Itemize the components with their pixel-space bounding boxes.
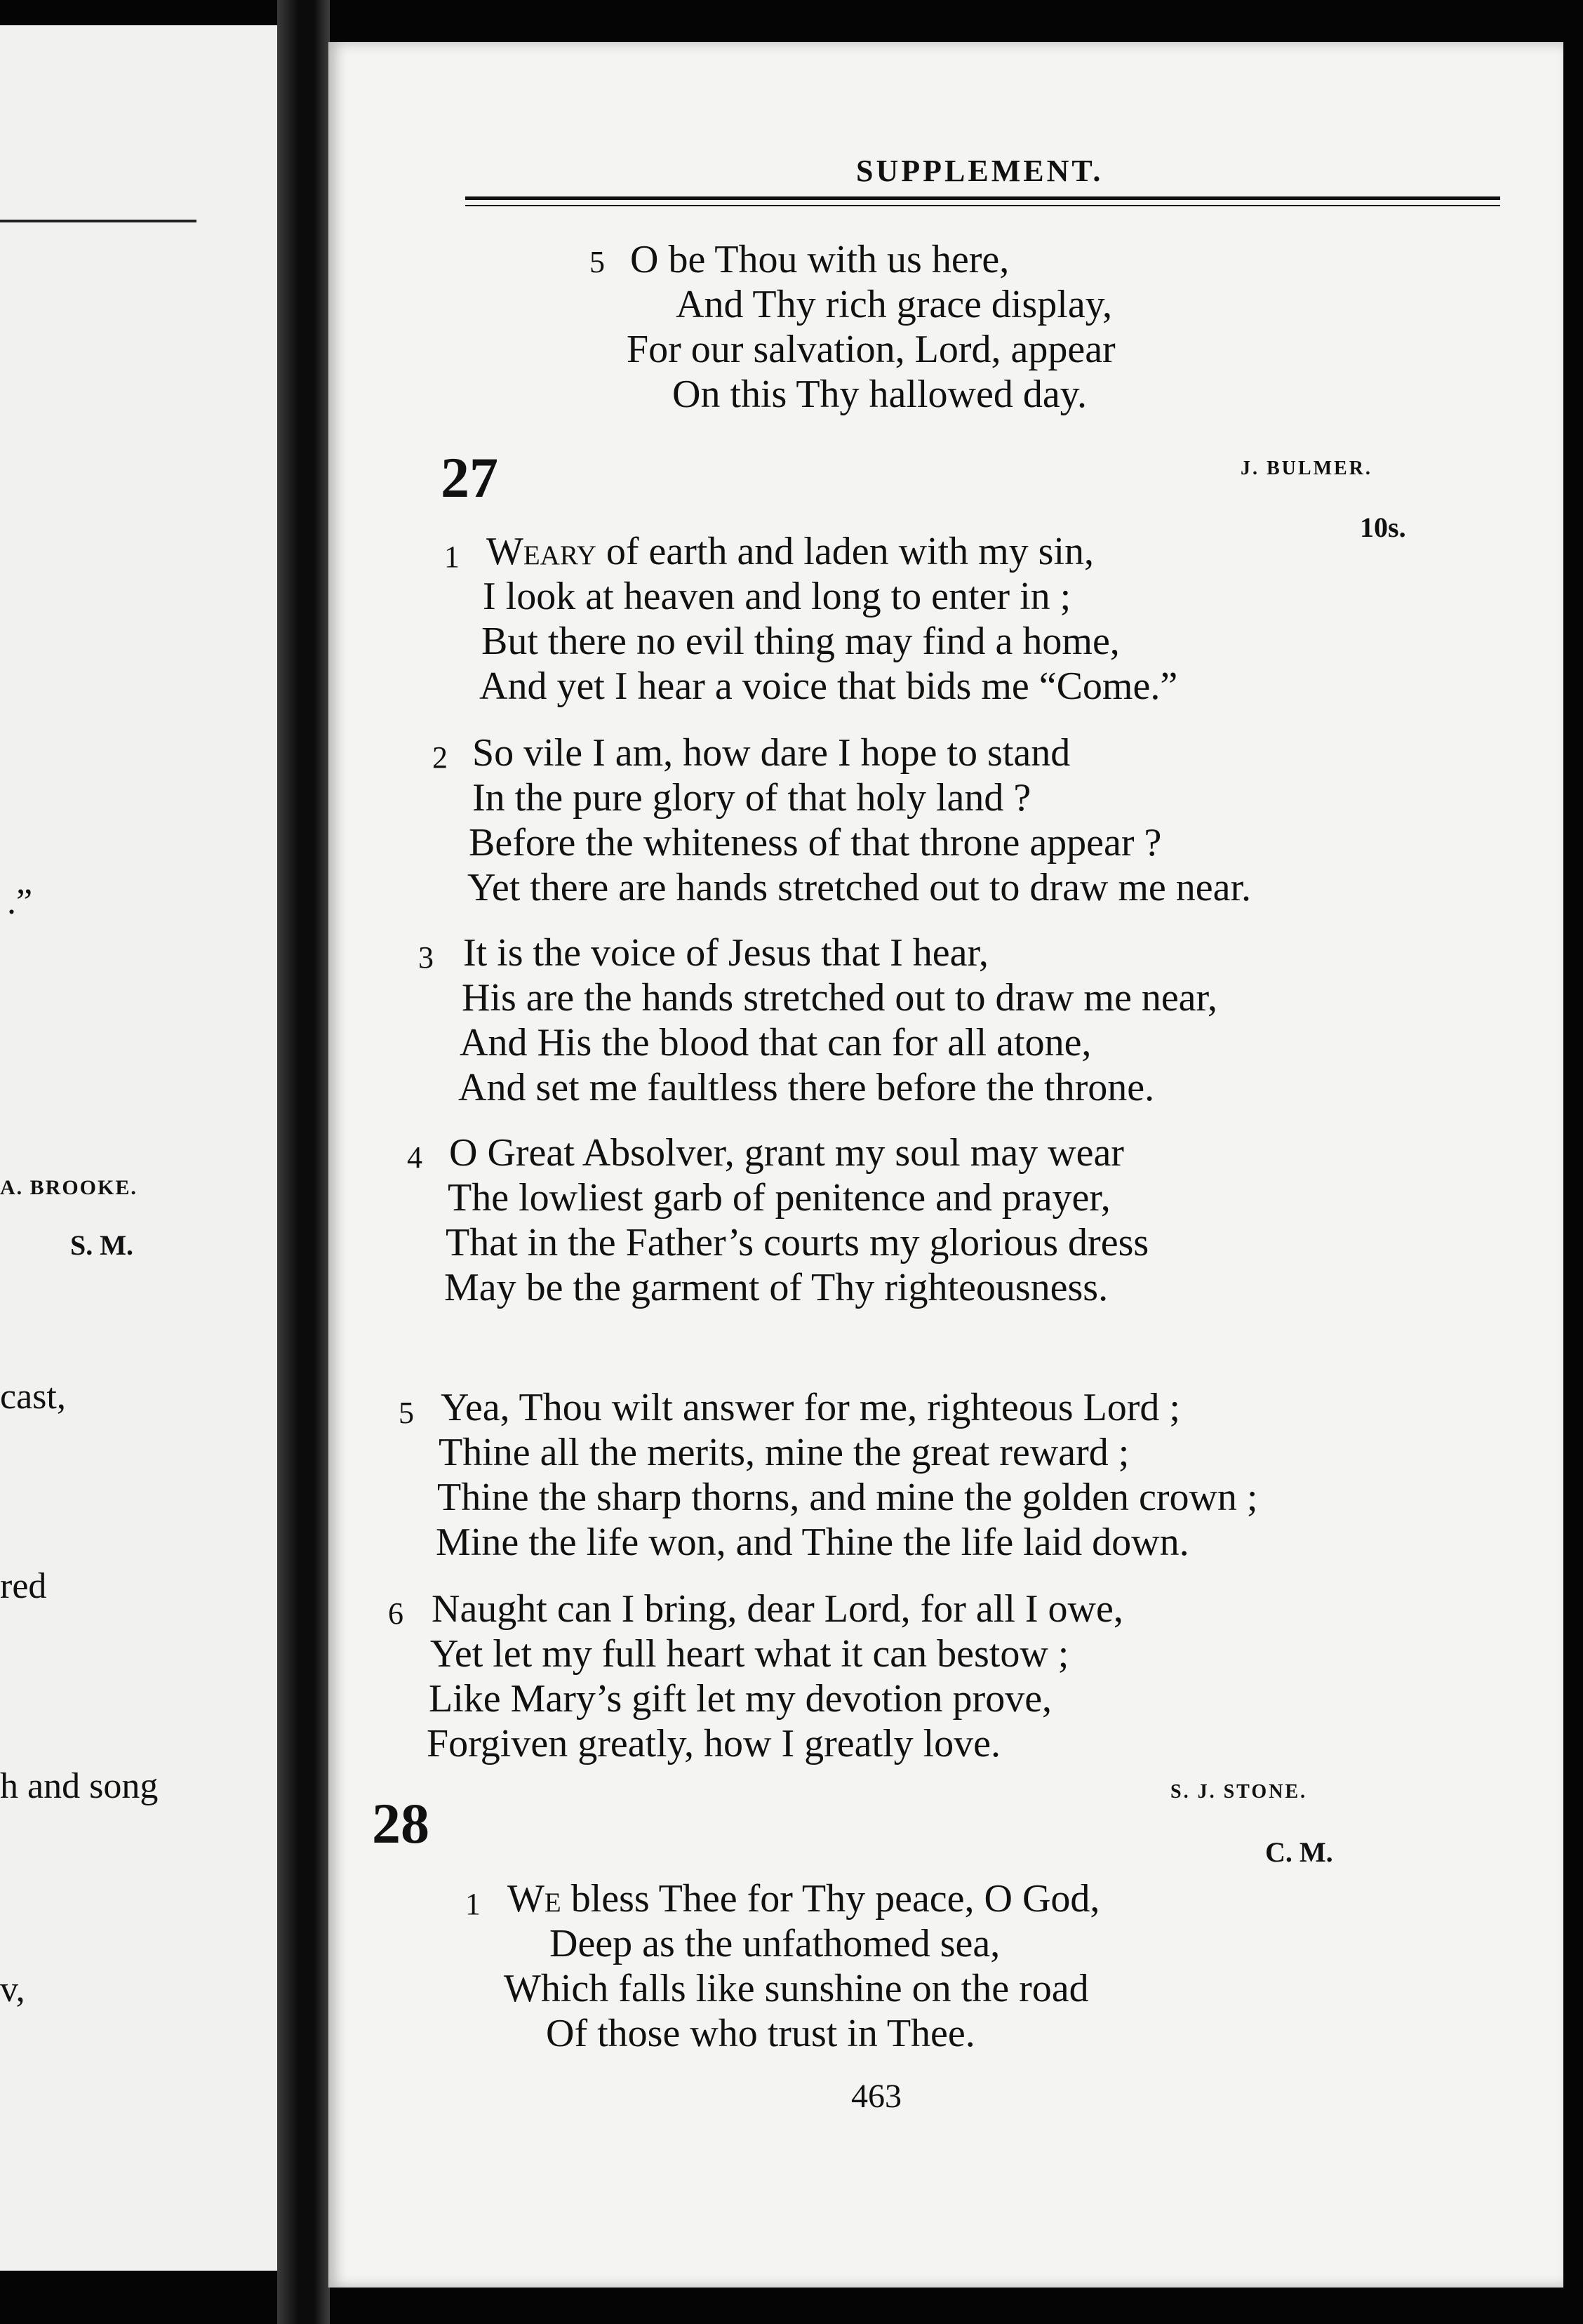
header-rule bbox=[465, 205, 1500, 206]
verse-line: Deep as the unfathomed sea, bbox=[549, 1922, 1001, 1965]
verse-number: 2 bbox=[432, 740, 448, 775]
verse-line: On this Thy hallowed day. bbox=[672, 373, 1088, 416]
verse-number: 5 bbox=[399, 1396, 414, 1430]
left-fragment-quote: .” bbox=[7, 882, 33, 922]
hymn-number: 28 bbox=[372, 1791, 429, 1855]
verse-line bbox=[486, 532, 1094, 571]
left-page-fragment bbox=[0, 25, 279, 2271]
left-page-rule bbox=[0, 220, 196, 222]
verse-number: 5 bbox=[589, 245, 605, 279]
left-fragment-meter: S. M. bbox=[70, 1229, 133, 1261]
page-number: 463 bbox=[851, 2078, 902, 2115]
verse-number: 6 bbox=[388, 1596, 403, 1631]
verse-line: Before the whiteness of that throne appear ? bbox=[469, 821, 1162, 864]
verse-line: But there no evil thing may find a home, bbox=[481, 620, 1120, 663]
running-head: SUPPLEMENT. bbox=[856, 154, 1104, 188]
verse-line: And Thy rich grace display, bbox=[676, 283, 1113, 326]
verse-line: Yet there are hands stretched out to draw me near. bbox=[467, 866, 1252, 909]
hymn-author: S. J. STONE. bbox=[1170, 1781, 1307, 1803]
verse-line: May be the garment of Thy righteousness. bbox=[444, 1266, 1109, 1309]
verse-line: Thine all the merits, mine the great reward ; bbox=[439, 1431, 1130, 1474]
verse-line: O Great Absolver, grant my soul may wear bbox=[449, 1131, 1124, 1175]
verse-number: 3 bbox=[418, 940, 434, 975]
verse-line: It is the voice of Jesus that I hear, bbox=[463, 931, 989, 975]
verse-number: 1 bbox=[465, 1887, 481, 1921]
verse-line: Forgiven greatly, how I greatly love. bbox=[427, 1722, 1001, 1765]
verse-line: In the pure glory of that holy land ? bbox=[472, 776, 1031, 820]
hymn-author: J. BULMER. bbox=[1241, 458, 1372, 479]
hymn-meter: 10s. bbox=[1360, 512, 1406, 543]
hymn-meter: C. M. bbox=[1265, 1836, 1333, 1868]
header-rule bbox=[465, 196, 1500, 200]
verse-first-word: Weary bbox=[486, 530, 596, 573]
verse-line-rest: bless Thee for Thy peace, O God, bbox=[561, 1877, 1100, 1921]
hymnal-page bbox=[328, 42, 1563, 2288]
verse-number: 1 bbox=[444, 540, 460, 574]
left-fragment-line: red bbox=[0, 1566, 47, 1606]
verse-line: Which falls like sunshine on the road bbox=[504, 1967, 1089, 2010]
verse-first-word: We bbox=[507, 1877, 561, 1921]
verse-line: Mine the life won, and Thine the life laid down. bbox=[436, 1521, 1189, 1564]
hymn-number: 27 bbox=[441, 446, 498, 509]
verse-line: Naught can I bring, dear Lord, for all I owe, bbox=[432, 1587, 1123, 1631]
verse-line: Of those who trust in Thee. bbox=[546, 2012, 975, 2055]
verse-line: Thine the sharp thorns, and mine the golden crown ; bbox=[437, 1476, 1258, 1519]
left-fragment-author: A. BROOKE. bbox=[0, 1176, 138, 1199]
verse-line: Yet let my full heart what it can bestow ; bbox=[430, 1632, 1069, 1676]
verse-number: 4 bbox=[407, 1140, 422, 1175]
verse-line: Like Mary’s gift let my devotion prove, bbox=[429, 1677, 1053, 1721]
verse-line-rest: of earth and laden with my sin, bbox=[596, 530, 1095, 573]
left-fragment-line: v, bbox=[0, 1970, 25, 2010]
verse-line: I look at heaven and long to enter in ; bbox=[483, 575, 1071, 618]
verse-line: And yet I hear a voice that bids me “Come.” bbox=[479, 665, 1178, 708]
verse-line: The lowliest garb of penitence and prayer, bbox=[448, 1176, 1111, 1220]
verse-line: For our salvation, Lord, appear bbox=[627, 328, 1116, 371]
verse-line: And set me faultless there before the throne. bbox=[458, 1066, 1155, 1109]
verse-line: That in the Father’s courts my glorious dress bbox=[446, 1221, 1149, 1264]
verse-line: And His the blood that can for all atone, bbox=[460, 1021, 1092, 1064]
verse-line: His are the hands stretched out to draw me near, bbox=[462, 976, 1217, 1020]
verse-line: O be Thou with us here, bbox=[630, 238, 1010, 281]
book-gutter bbox=[277, 0, 330, 2324]
verse-line: So vile I am, how dare I hope to stand bbox=[472, 731, 1071, 775]
verse-line: Yea, Thou wilt answer for me, righteous Lord ; bbox=[441, 1386, 1180, 1429]
verse-line bbox=[507, 1877, 1100, 1921]
left-fragment-line: cast, bbox=[0, 1377, 66, 1417]
left-fragment-line: h and song bbox=[0, 1766, 159, 1806]
